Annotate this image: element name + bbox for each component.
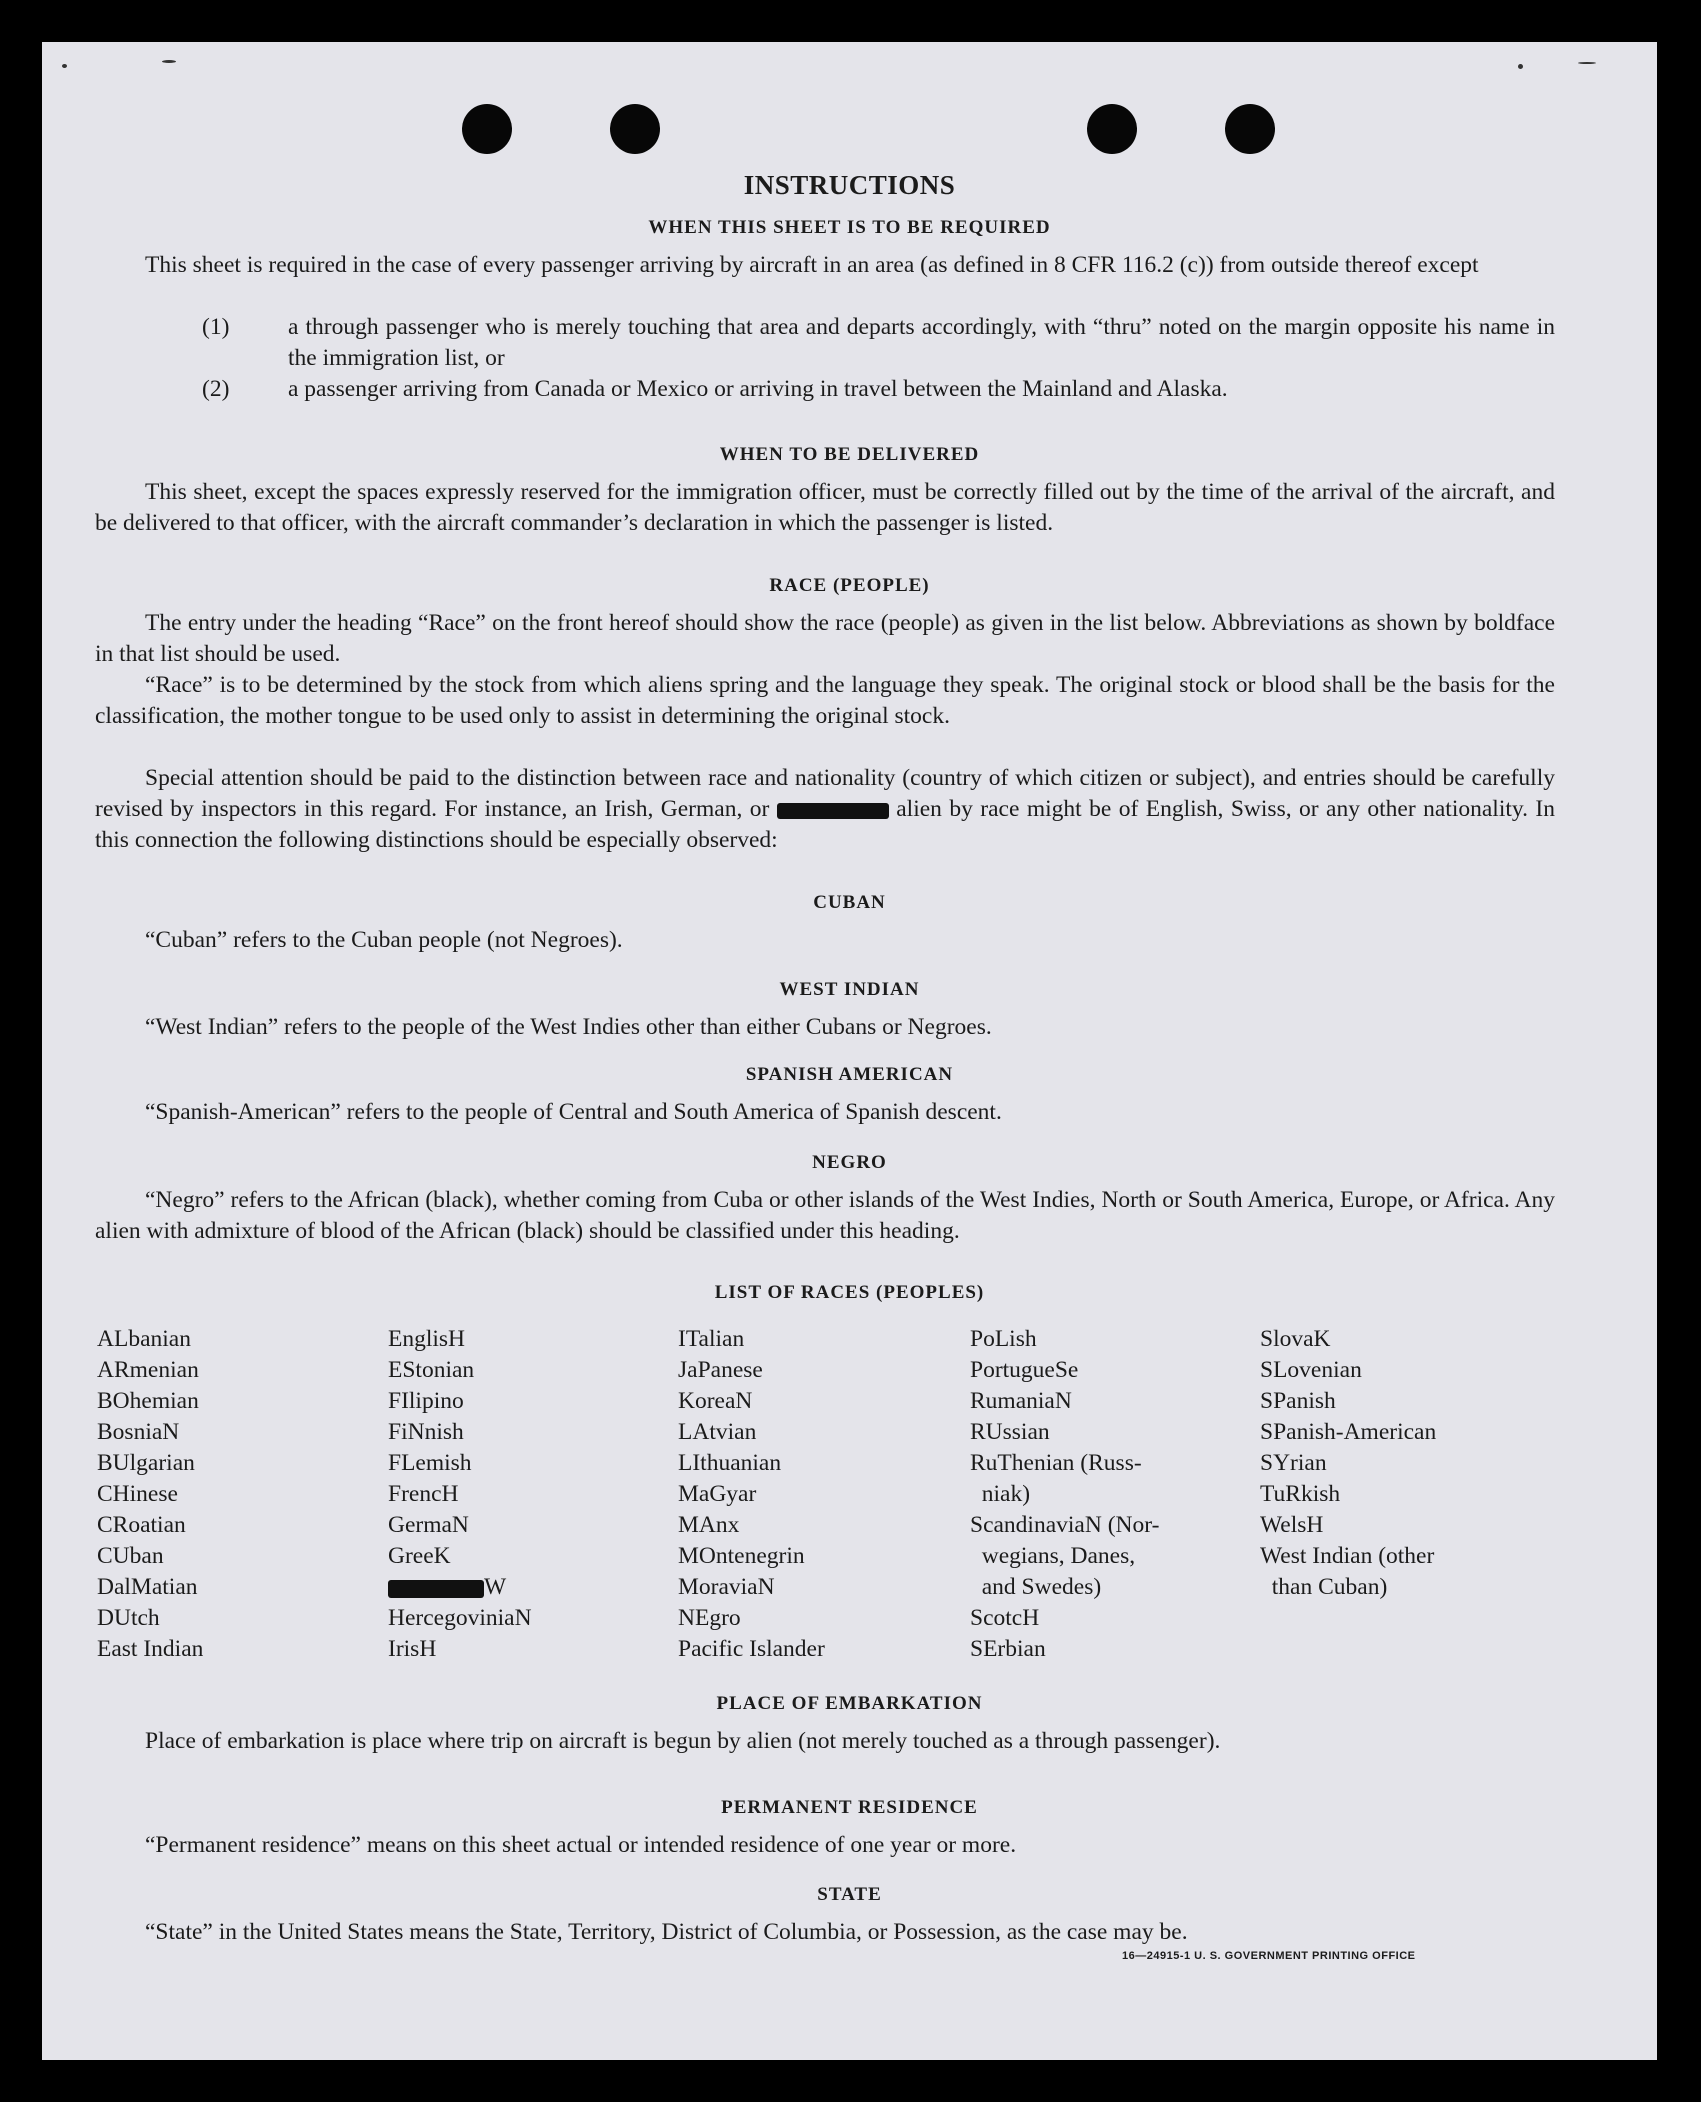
- document-page: [42, 42, 1657, 2060]
- list-item: CHinese: [97, 1481, 178, 1507]
- redaction-mark: [388, 1580, 484, 1598]
- list-item: IrisH: [388, 1636, 437, 1662]
- list-item: MaGyar: [678, 1481, 757, 1507]
- required-item-2: (2) a passenger arriving from Canada or Mexico or arriving in travel between the Mainland and Alaska.: [202, 376, 1228, 402]
- required-item-1: (1) a through passenger who is merely touching that area and departs accordingly, with “thru” noted on the margin opposite his name in the immigration list, or: [202, 314, 1555, 371]
- heading-race: RACE (PEOPLE): [769, 575, 930, 596]
- races-column-5: [1260, 1324, 1436, 1603]
- list-item: SYrian: [1260, 1450, 1327, 1476]
- heading-west-indian: WEST INDIAN: [779, 979, 920, 1000]
- list-item: ScotcH: [970, 1605, 1040, 1631]
- state-text: “State” in the United States means the State, Territory, District of Columbia, or Possession, as the case may be.: [145, 1919, 1188, 1945]
- embarkation-text: Place of embarkation is place where trip on aircraft is begun by alien (not merely touched as a through passenger).: [145, 1728, 1221, 1754]
- race-paragraph-3: Special attention should be paid to the distinction between race and nationality (country of which citizen or subject), and entries should be carefully revised by inspectors in this regard. For instance, an Irish, German, or alien by race might be of English, Swiss, or any other nationality. In this connection the following distinctions should be especially observed:: [95, 765, 1555, 853]
- delivered-text: This sheet, except the spaces expressly reserved for the immigration officer, must be correctly filled out by the time of the arrival of the aircraft, and be delivered to that officer, with the aircraft commander’s declaration in which the passenger is listed.: [95, 479, 1555, 536]
- speck: [162, 60, 176, 63]
- list-item: SPanish-American: [1260, 1419, 1437, 1445]
- heading-cuban: CUBAN: [813, 892, 886, 913]
- list-item: CUban: [97, 1543, 164, 1569]
- list-item: CRoatian: [97, 1512, 186, 1538]
- list-item: SErbian: [970, 1636, 1046, 1662]
- list-item: SLovenian: [1260, 1357, 1362, 1383]
- list-item: niak): [970, 1481, 1031, 1507]
- punch-hole: [1087, 104, 1137, 154]
- list-item: RuThenian (Russ-: [970, 1450, 1142, 1476]
- page-title: INSTRUCTIONS: [743, 170, 956, 200]
- heading-state: STATE: [817, 1884, 882, 1905]
- list-item: HercegoviniaN: [388, 1605, 532, 1631]
- residence-text: “Permanent residence” means on this sheet actual or intended residence of one year or more.: [145, 1832, 1017, 1858]
- printer-footer: 16—24915-1 U. S. GOVERNMENT PRINTING OFFICE: [1122, 1950, 1416, 1962]
- list-item: and Swedes): [970, 1574, 1102, 1600]
- heading-required: WHEN THIS SHEET IS TO BE REQUIRED: [648, 217, 1051, 238]
- speck: [62, 64, 67, 68]
- list-item: EStonian: [388, 1357, 475, 1383]
- races-column-2: [388, 1324, 532, 1665]
- negro-text: “Negro” refers to the African (black), whether coming from Cuba or other islands of the West Indies, North or South America, Europe, or Africa. Any alien with admixture of blood of the African (black) should be classified under this heading.: [95, 1187, 1555, 1244]
- heading-embarkation: PLACE OF EMBARKATION: [716, 1693, 983, 1714]
- list-item: BUlgarian: [97, 1450, 195, 1476]
- list-item: JaPanese: [678, 1357, 763, 1383]
- list-item: PortugueSe: [970, 1357, 1079, 1383]
- list-item: Pacific Islander: [678, 1636, 825, 1662]
- list-item: SPanish: [1260, 1388, 1336, 1414]
- punch-hole: [610, 104, 660, 154]
- list-item: FiNnish: [388, 1419, 464, 1445]
- heading-delivered: WHEN TO BE DELIVERED: [719, 444, 980, 465]
- list-item: than Cuban): [1260, 1574, 1388, 1600]
- list-item: KoreaN: [678, 1388, 753, 1414]
- list-item: ScandinaviaN (Nor-: [970, 1512, 1160, 1538]
- list-item: GreeK: [388, 1543, 451, 1569]
- list-item: LIthuanian: [678, 1450, 782, 1476]
- west-indian-text: “West Indian” refers to the people of the West Indies other than either Cubans or Negroes.: [145, 1014, 992, 1040]
- list-item: FLemish: [388, 1450, 472, 1476]
- heading-permanent-residence: PERMANENT RESIDENCE: [721, 1797, 978, 1818]
- races-column-1: [97, 1324, 203, 1665]
- list-item: GermaN: [388, 1512, 469, 1538]
- list-item: wegians, Danes,: [970, 1543, 1136, 1569]
- list-item: MoraviaN: [678, 1574, 775, 1600]
- speck: [1578, 62, 1596, 64]
- list-item: MOntenegrin: [678, 1543, 805, 1569]
- list-item: NEgro: [678, 1605, 741, 1631]
- redaction-mark: [777, 803, 889, 819]
- list-item: BosniaN: [97, 1419, 180, 1445]
- races-column-4: [970, 1324, 1159, 1665]
- list-item: MAnx: [678, 1512, 740, 1538]
- race-paragraph-1: The entry under the heading “Race” on the front hereof should show the race (people) as given in the list below. Abbreviations as shown by boldface in that list should be used.: [95, 610, 1555, 667]
- list-item: LAtvian: [678, 1419, 757, 1445]
- list-item: PoLish: [970, 1326, 1037, 1352]
- list-item: DUtch: [97, 1605, 160, 1631]
- list-item-redacted: W: [388, 1572, 532, 1603]
- list-item: ALbanian: [97, 1326, 191, 1352]
- list-item: East Indian: [97, 1636, 204, 1662]
- punch-hole: [462, 104, 512, 154]
- list-item: WelsH: [1260, 1512, 1324, 1538]
- spanish-american-text: “Spanish-American” refers to the people of Central and South America of Spanish descent.: [145, 1099, 1002, 1125]
- heading-negro: NEGRO: [812, 1152, 887, 1173]
- list-item: West Indian (other: [1260, 1543, 1435, 1569]
- punch-hole: [1225, 104, 1275, 154]
- race-paragraph-2: “Race” is to be determined by the stock from which aliens spring and the language they speak. The original stock or blood shall be the basis for the classification, the mother tongue to be used only to assist in determining the original stock.: [95, 672, 1555, 729]
- list-item: FrencH: [388, 1481, 459, 1507]
- list-item: ARmenian: [97, 1357, 199, 1383]
- speck: [1518, 64, 1523, 69]
- heading-list-of-races: LIST OF RACES (PEOPLES): [714, 1282, 985, 1303]
- heading-spanish-american: SPANISH AMERICAN: [745, 1064, 954, 1085]
- required-intro: This sheet is required in the case of every passenger arriving by aircraft in an area (as defined in 8 CFR 116.2 (c)) from outside thereof except: [145, 252, 1479, 278]
- list-item: TuRkish: [1260, 1481, 1341, 1507]
- list-item: BOhemian: [97, 1388, 199, 1414]
- races-column-3: [678, 1324, 825, 1665]
- list-item: RUssian: [970, 1419, 1050, 1445]
- list-item: ITalian: [678, 1326, 745, 1352]
- list-item: DalMatian: [97, 1574, 198, 1600]
- list-item: EnglisH: [388, 1326, 466, 1352]
- list-item: FIlipino: [388, 1388, 464, 1414]
- cuban-text: “Cuban” refers to the Cuban people (not Negroes).: [145, 927, 623, 953]
- list-item: RumaniaN: [970, 1388, 1072, 1414]
- list-item: SlovaK: [1260, 1326, 1331, 1352]
